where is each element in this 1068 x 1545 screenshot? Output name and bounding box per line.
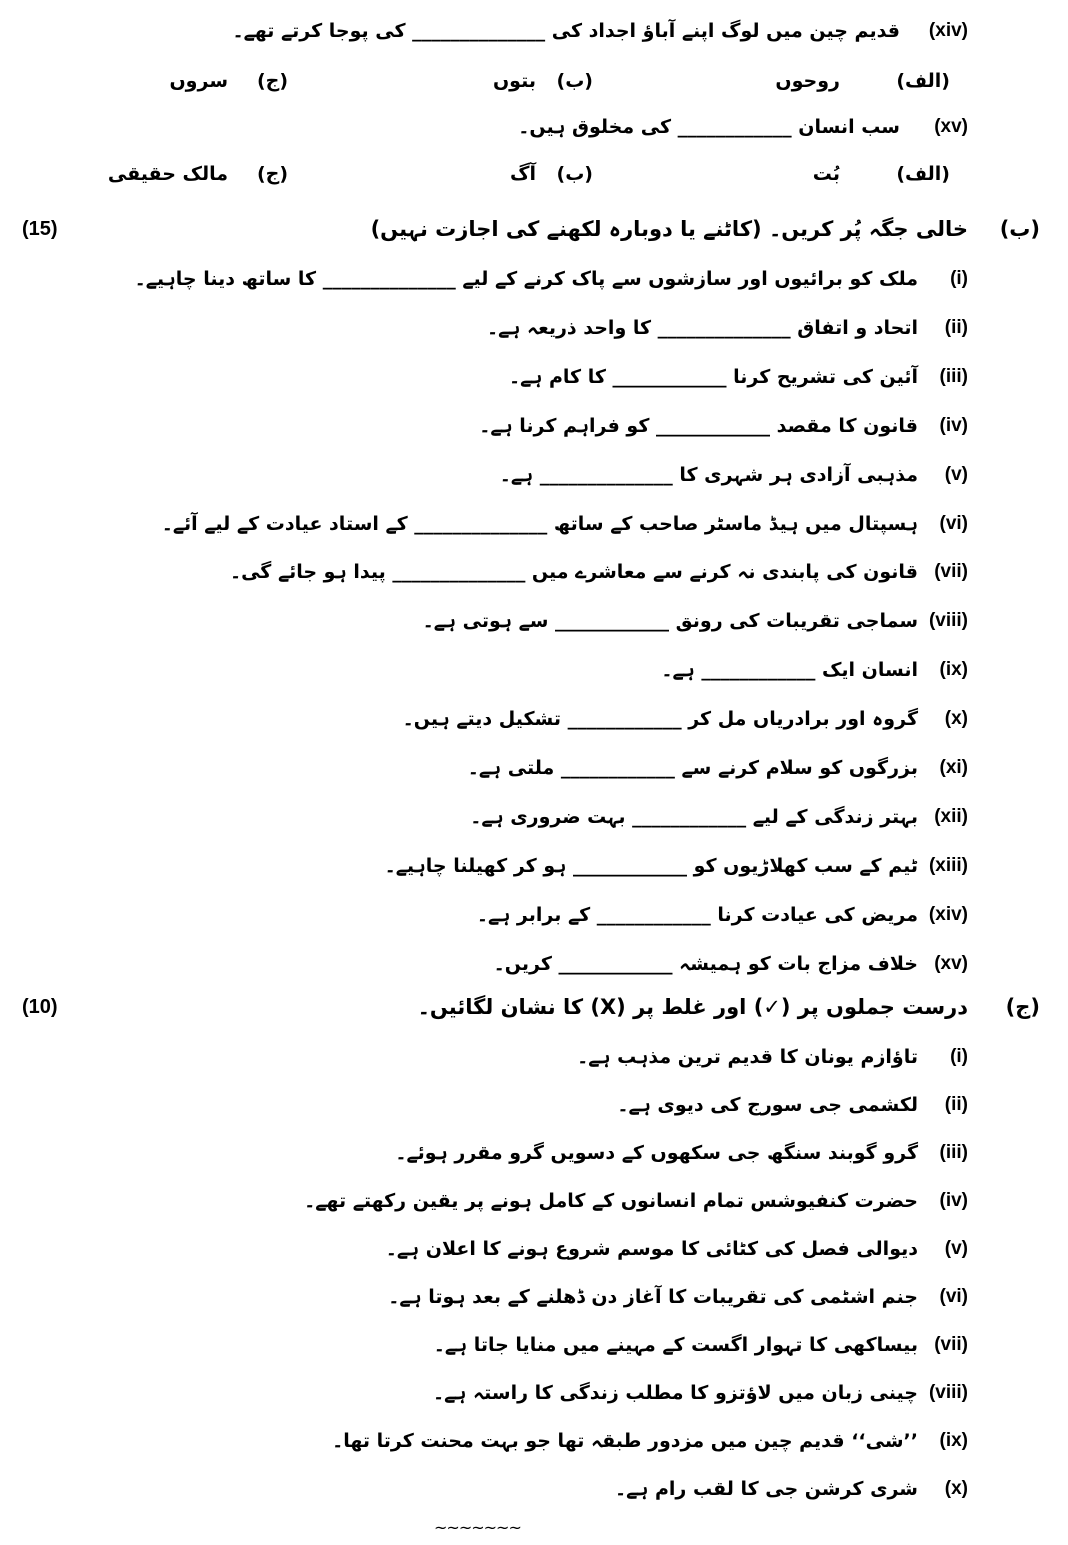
item-number: (vii) — [934, 561, 968, 583]
item-number: (i) — [950, 268, 968, 289]
item-number: (i) — [950, 1046, 968, 1067]
list-item — [0, 1040, 1068, 1074]
list-item — [0, 849, 1068, 883]
item-number: (viii) — [928, 1382, 968, 1403]
item-text: جنم اشٹمی کی تقریبات کا آغاز دن ڈھلنے کے بعد ہوتا ہے۔ — [388, 1286, 918, 1308]
item-number: (vi) — [939, 1286, 968, 1307]
list-item — [0, 751, 1068, 785]
item-number: (iii) — [939, 1142, 968, 1163]
mcq-options-14 — [0, 64, 1068, 98]
section-b-label: (ب) — [999, 217, 1040, 241]
list-item — [0, 898, 1068, 932]
list-item — [0, 653, 1068, 687]
item-text: قانون کا مقصد ____________ کو فراہم کرنا ہے۔ — [479, 414, 918, 437]
item-text: تاؤازم یونان کا قدیم ترین مذہب ہے۔ — [577, 1046, 918, 1068]
section-c-header — [0, 990, 1068, 1024]
option-c-text: مالک حقیقی — [107, 163, 228, 185]
item-text: شری کرشن جی کا لقب رام ہے۔ — [614, 1478, 918, 1500]
question-text: قدیم چین میں لوگ اپنے آباؤ اجداد کی ______________ کی پوجا کرتے تھے۔ — [232, 20, 900, 42]
option-c-text: سروں — [169, 70, 228, 92]
list-item — [0, 604, 1068, 638]
item-number: (iv) — [939, 414, 968, 436]
list-item — [0, 360, 1068, 394]
option-a-text: روحوں — [775, 70, 840, 92]
item-text: سماجی تقریبات کی رونق ____________ سے ہوتی ہے۔ — [422, 610, 918, 633]
mcq-question-14 — [0, 14, 1068, 48]
option-b-letter: (ب) — [556, 163, 593, 185]
item-number: (vi) — [939, 512, 968, 534]
item-text: گروہ اور برادریاں مل کر ____________ تشکیل دیتے ہیں۔ — [402, 708, 918, 731]
list-item — [0, 1328, 1068, 1362]
item-number: (xiv) — [928, 903, 968, 925]
list-item — [0, 507, 1068, 541]
section-b-heading: خالی جگہ پُر کریں۔ (کاٹنے یا دوبارہ لکھنے کی اجازت نہیں) — [370, 217, 968, 241]
page-end-mark: ~~~~~~~ — [434, 1518, 521, 1537]
list-item — [0, 702, 1068, 736]
option-a-letter: (الف) — [896, 70, 950, 92]
item-text: آئین کی تشریح کرنا ____________ کا کام ہے۔ — [508, 365, 918, 388]
question-text: سب انسان ____________ کی مخلوق ہیں۔ — [518, 116, 900, 138]
item-number: (v) — [944, 1238, 968, 1259]
item-number: (vii) — [934, 1334, 968, 1355]
item-number: (ix) — [939, 1430, 968, 1451]
list-item — [0, 1424, 1068, 1458]
option-b-text: بتوں — [492, 70, 536, 92]
section-c-label: (ج) — [1005, 995, 1040, 1019]
list-item — [0, 1280, 1068, 1314]
option-c-letter: (ج) — [256, 70, 288, 92]
item-text: گرو گوبند سنگھ جی سکھوں کے دسویں گرو مقرر ہوئے۔ — [395, 1142, 918, 1164]
list-item — [0, 262, 1068, 296]
item-text: چینی زبان میں لاؤتزو کا مطلب زندگی کا راستہ ہے۔ — [433, 1382, 918, 1404]
list-item — [0, 1088, 1068, 1122]
option-b-letter: (ب) — [556, 70, 593, 92]
option-b-text: آگ — [510, 163, 536, 185]
list-item — [0, 1376, 1068, 1410]
item-text: بیساکھی کا تہوار اگست کے مہینے میں منایا جاتا ہے۔ — [433, 1334, 918, 1356]
question-number: (xiv) — [928, 20, 968, 41]
item-text: ملک کو برائیوں اور سازشوں سے پاک کرنے کے لیے ______________ کا ساتھ دینا چاہیے۔ — [134, 268, 918, 290]
item-number: (xiii) — [928, 854, 968, 876]
list-item — [0, 409, 1068, 443]
mcq-question-15 — [0, 110, 1068, 144]
item-number: (xi) — [939, 757, 968, 778]
item-text: قانون کی پابندی نہ کرنے سے معاشرے میں ______________ پیدا ہو جائے گی۔ — [229, 561, 918, 584]
item-text: ٹیم کے سب کھلاڑیوں کو ____________ ہو کر کھیلنا چاہیے۔ — [384, 854, 918, 877]
item-text: حضرت کنفیوشس تمام انسانوں کے کامل ہونے پر یقین رکھتے تھے۔ — [304, 1190, 918, 1212]
item-number: (ii) — [944, 1094, 968, 1115]
option-a-letter: (الف) — [896, 163, 950, 185]
section-b-marks: (15) — [22, 218, 58, 240]
question-number: (xv) — [934, 116, 968, 137]
item-number: (iv) — [939, 1190, 968, 1211]
mcq-options-15 — [0, 157, 1068, 191]
list-item — [0, 458, 1068, 492]
item-text: ’’شی‘‘ قدیم چین میں مزدور طبقہ تھا جو بہت محنت کرتا تھا۔ — [332, 1430, 918, 1452]
list-item — [0, 947, 1068, 981]
list-item — [0, 311, 1068, 345]
item-text: مریض کی عیادت کرنا ____________ کے برابر ہے۔ — [476, 903, 918, 926]
item-text: انسان ایک ____________ ہے۔ — [661, 659, 918, 682]
item-text: خلاف مزاج بات کو ہمیشہ ____________ کریں۔ — [493, 952, 918, 975]
item-number: (ix) — [939, 659, 968, 681]
item-number: (x) — [944, 1478, 968, 1499]
list-item — [0, 555, 1068, 589]
option-c-letter: (ج) — [256, 163, 288, 185]
item-number: (ii) — [944, 316, 968, 338]
section-b-header — [0, 212, 1068, 246]
list-item — [0, 1472, 1068, 1506]
list-item — [0, 800, 1068, 834]
item-number: (x) — [944, 708, 968, 730]
item-text: ہسپتال میں ہیڈ ماسٹر صاحب کے ساتھ ______________ کے استاد عیادت کے لیے آئے۔ — [161, 512, 918, 535]
list-item — [0, 1184, 1068, 1218]
item-text: اتحاد و اتفاق ______________ کا واحد ذریعہ ہے۔ — [486, 316, 918, 339]
item-text: دیوالی فصل کی کٹائی کا موسم شروع ہونے کا اعلان ہے۔ — [385, 1238, 918, 1260]
list-item — [0, 1136, 1068, 1170]
item-number: (viii) — [928, 610, 968, 632]
section-c-heading: درست جملوں پر (✓) اور غلط پر (X) کا نشان لگائیں۔ — [417, 995, 968, 1019]
item-number: (xv) — [934, 952, 968, 974]
item-text: لکشمی جی سورج کی دیوی ہے۔ — [617, 1094, 918, 1116]
list-item — [0, 1232, 1068, 1266]
item-number: (iii) — [939, 365, 968, 387]
item-text: بہتر زندگی کے لیے ____________ بہت ضروری ہے۔ — [470, 805, 918, 828]
item-text: بزرگوں کو سلام کرنے سے ____________ ملتی ہے۔ — [467, 757, 918, 779]
item-number: (v) — [944, 463, 968, 485]
option-a-text: بُت — [812, 163, 840, 185]
section-c-marks: (10) — [22, 996, 58, 1018]
item-text: مذہبی آزادی ہر شہری کا ______________ ہے۔ — [499, 463, 918, 486]
item-number: (xii) — [934, 805, 968, 827]
